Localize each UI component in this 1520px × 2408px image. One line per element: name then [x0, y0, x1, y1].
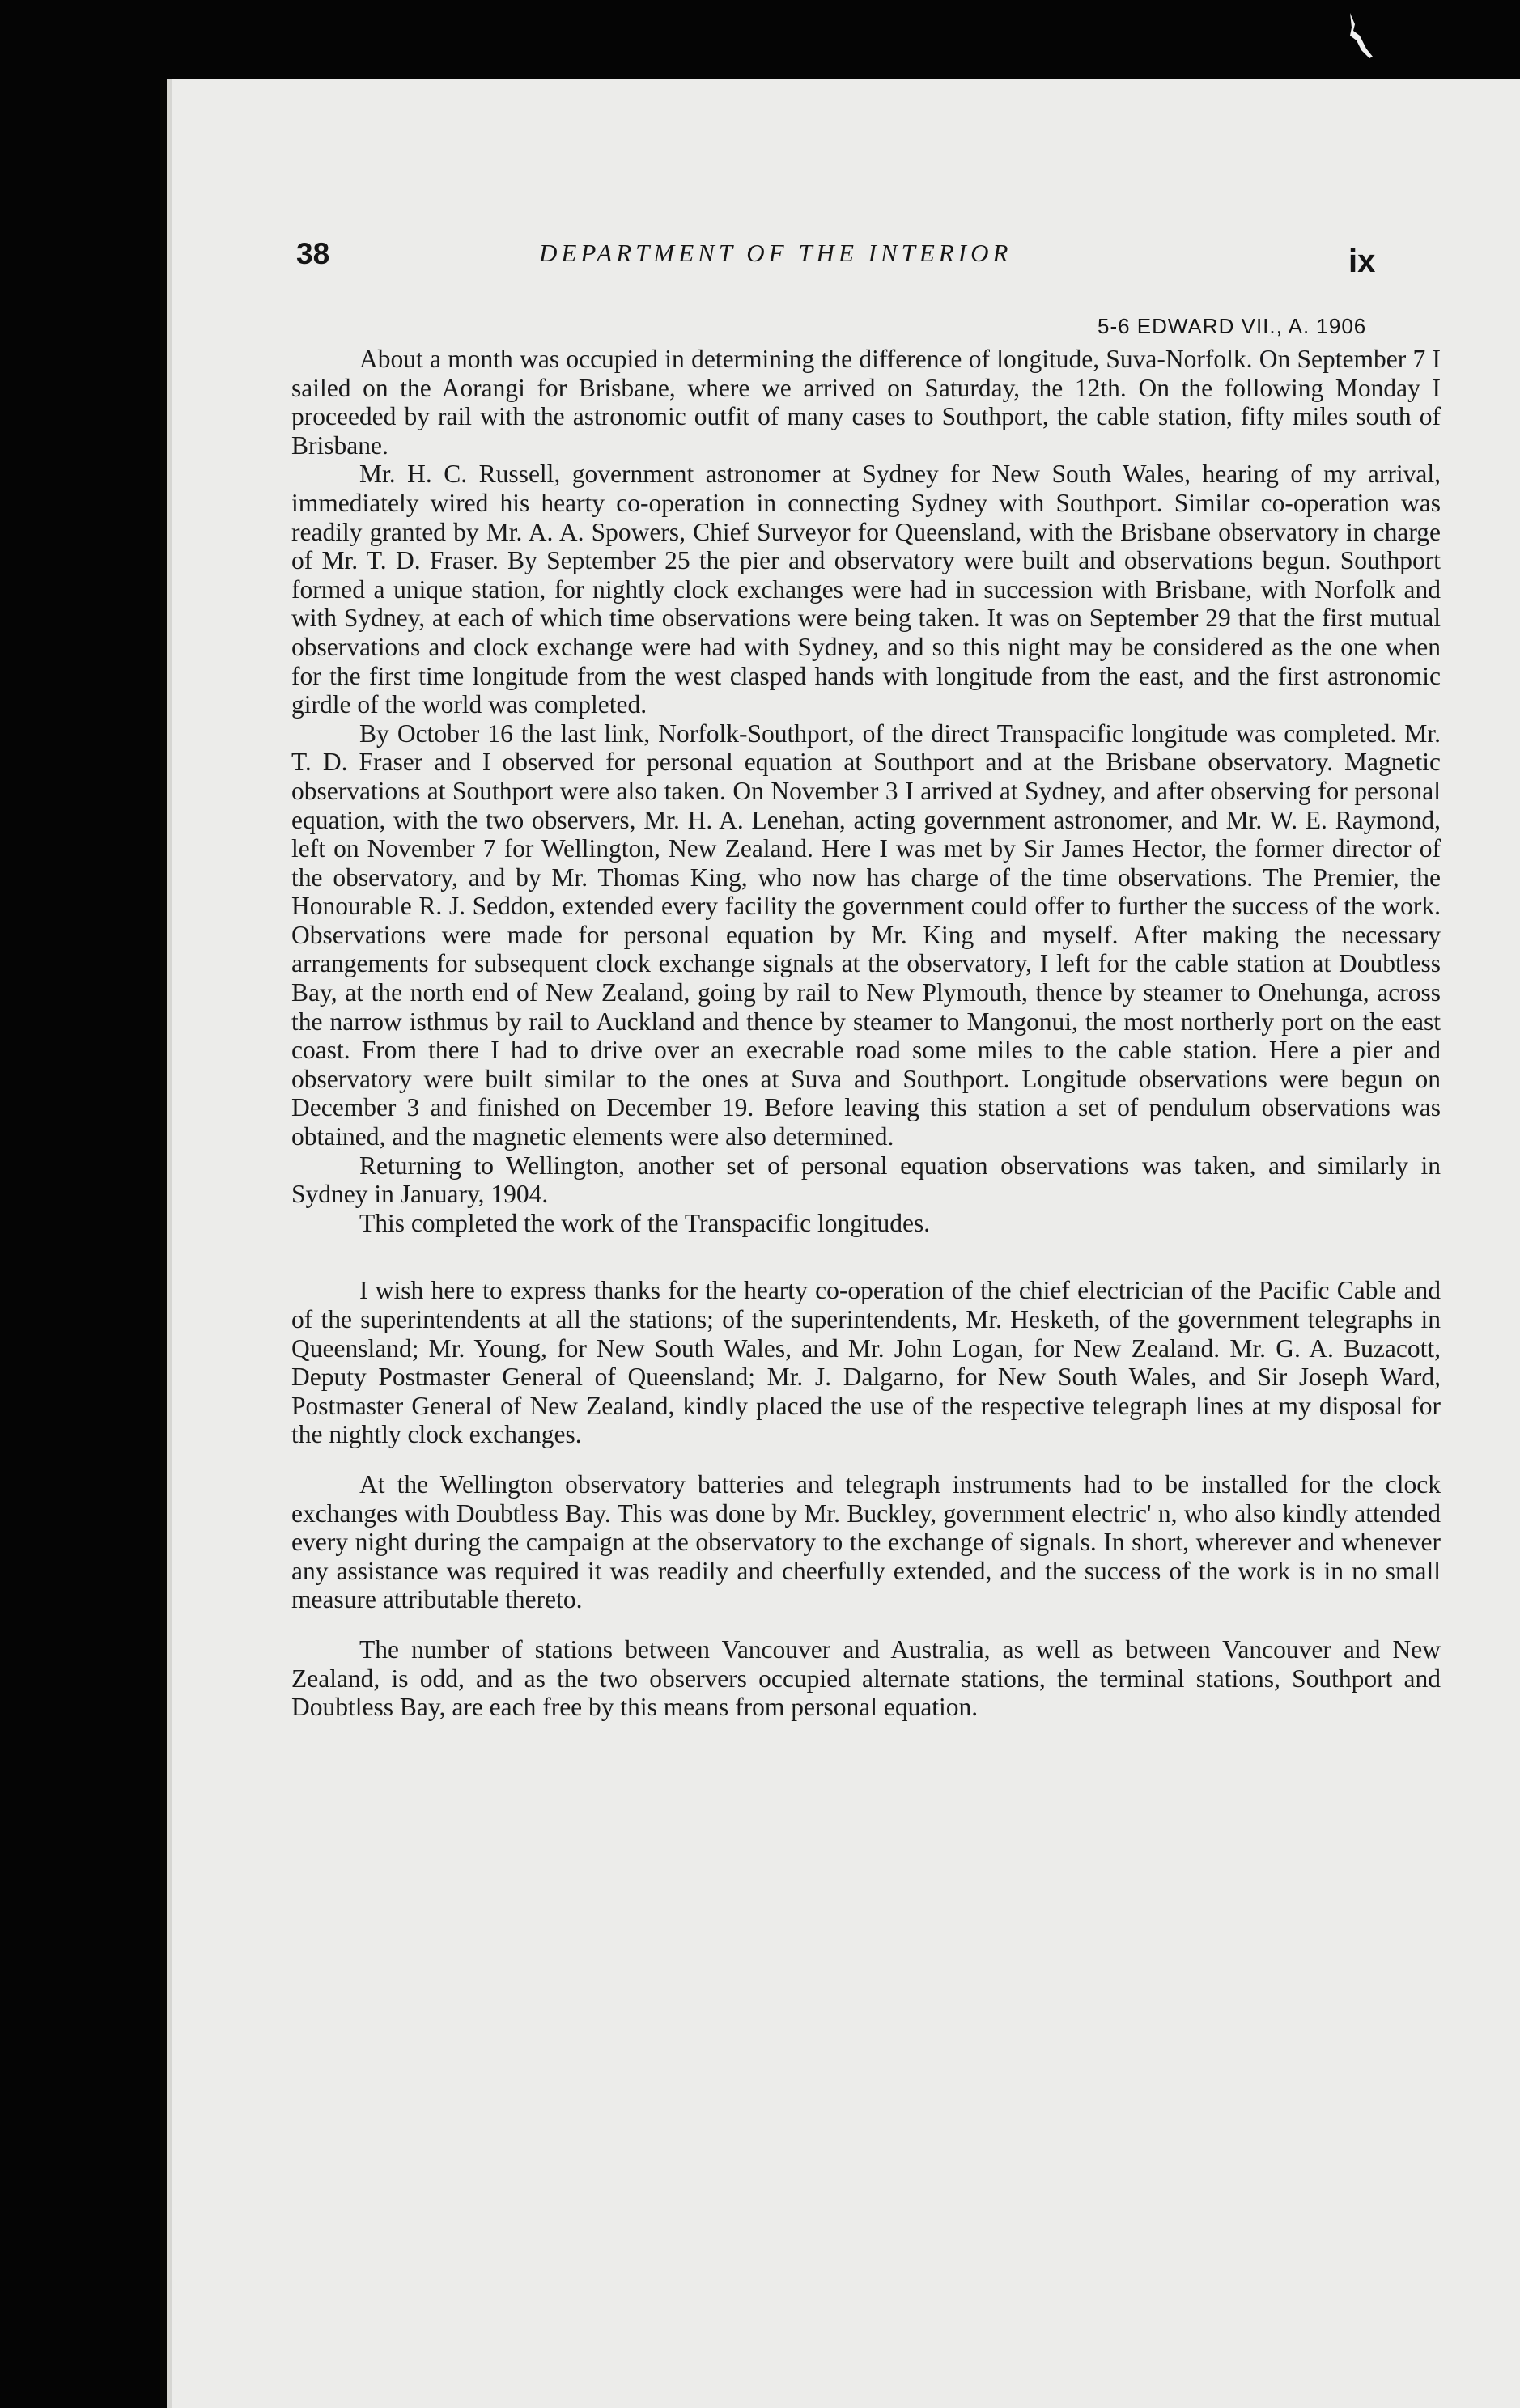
page-edge — [167, 79, 172, 2408]
scan-speck-mark — [1345, 11, 1378, 60]
paragraph-7: At the Wellington observatory batteries and telegraph instruments had to be installed for the clock exchanges with Doubtless Bay. This was done by Mr. Buckley, government electric' n, who also kindly attended every night during the campaign at the observatory to the exchange of signals. In short, wherever and whenever any assistance was required it was readily and cheerfully extended, and the success of the work is in no small measure attributable thereto. — [291, 1469, 1441, 1614]
paragraph-6: I wish here to express thanks for the hearty co-operation of the chief electrician of the Pacific Cable and of the superintendents at all the stations; of the superintendents, Mr. Hesketh, of the government telegraphs in Queensland; Mr. Young, for New South Wales, and Mr. John Logan, for New Zealand. Mr. G. A. Buzacott, Deputy Postmaster General of Queensland; Mr. J. Dalgarno, for New South Wales, and Sir Joseph Ward, Postmaster General of New Zealand, kindly placed the use of the respective telegraph lines at my disposal for the nightly clock exchanges. — [291, 1276, 1441, 1449]
session-line: 5-6 EDWARD VII., A. 1906 — [1098, 314, 1367, 338]
paragraph-5: This completed the work of the Transpacific longitudes. — [359, 1208, 931, 1237]
body-text — [291, 345, 1441, 1722]
paragraph-1: About a month was occupied in determining the difference of longitude, Suva-Norfolk. On September 7 I sailed on the Aorangi for Brisbane, where we arrived on Saturday, the 12th. On the following Monday I proceeded by rail with the astronomic outfit of many cases to Southport, the cable station, fifty miles south of Brisbane. — [291, 345, 1441, 460]
paragraph-4: Returning to Wellington, another set of personal equation observations was taken, and similarly in Sydney in January, 1904. — [291, 1151, 1441, 1209]
running-header — [167, 237, 1520, 302]
paragraph-8: The number of stations between Vancouver and Australia, as well as between Vancouver and New Zealand, is odd, and as the two observers occupied alternate stations, the terminal stations, Southport and Doubtless Bay, are each free by this means from personal equation. — [291, 1634, 1441, 1722]
paragraph-3: By October 16 the last link, Norfolk-Southport, of the direct Transpacific longitude was completed. Mr. T. D. Fraser and I observed for personal equation at Southport and at the Brisbane observatory. Magnetic observations at Southport were also taken. On November 3 I arrived at Sydney, and after observing for personal equation, with the two observers, Mr. H. A. Lenehan, acting government astronomer, and Mr. W. E. Raymond, left on November 7 for Wellington, New Zealand. Here I was met by Sir James Hector, the former director of the observatory, and by Mr. Thomas King, who now has charge of the time observations. The Premier, the Honourable R. J. Seddon, extended every facility the government could offer to further the success of the work. Observations were made for personal equation by Mr. King and myself. After making the necessary arrangements for subsequent clock exchange signals at the observatory, I left for the cable station at Doubtless Bay, at the north end of New Zealand, going by rail to New Plymouth, thence by steamer to Onehunga, across the narrow isthmus by rail to Auckland and thence by steamer to Mangonui, the most northerly port on the east coast. From there I had to drive over an execrable road some miles to the cable station. Here a pier and observatory were built similar to the ones at Suva and Southport. Longitude observations were begun on December 3 and finished on December 19. Before leaving this station a set of pendulum observations was obtained, and the magnetic elements were also determined. — [291, 719, 1441, 1151]
page-number: 38 — [296, 237, 330, 270]
roman-page-number: ix — [1348, 244, 1376, 279]
paragraph-2: Mr. H. C. Russell, government astronomer at Sydney for New South Wales, hearing of my arrival, immediately wired his hearty co-operation in connecting Sydney with Southport. Similar co-operation was readily granted by Mr. A. A. Spowers, Chief Surveyor for Queensland, with the Brisbane observatory in charge of Mr. T. D. Fraser. By September 25 the pier and observatory were built and observations begun. Southport formed a unique station, for nightly clock exchanges were had in succession with Brisbane, with Norfolk and with Sydney, at each of which time observations were being taken. It was on September 29 that the first mutual observations and clock exchange were had with Sydney, and so this night may be considered as the one when for the first time longitude from the west clasped hands with longitude from the east, and the first astronomic girdle of the world was completed. — [291, 460, 1441, 719]
running-title: DEPARTMENT OF THE INTERIOR — [539, 239, 1013, 267]
document-page — [167, 79, 1520, 2408]
